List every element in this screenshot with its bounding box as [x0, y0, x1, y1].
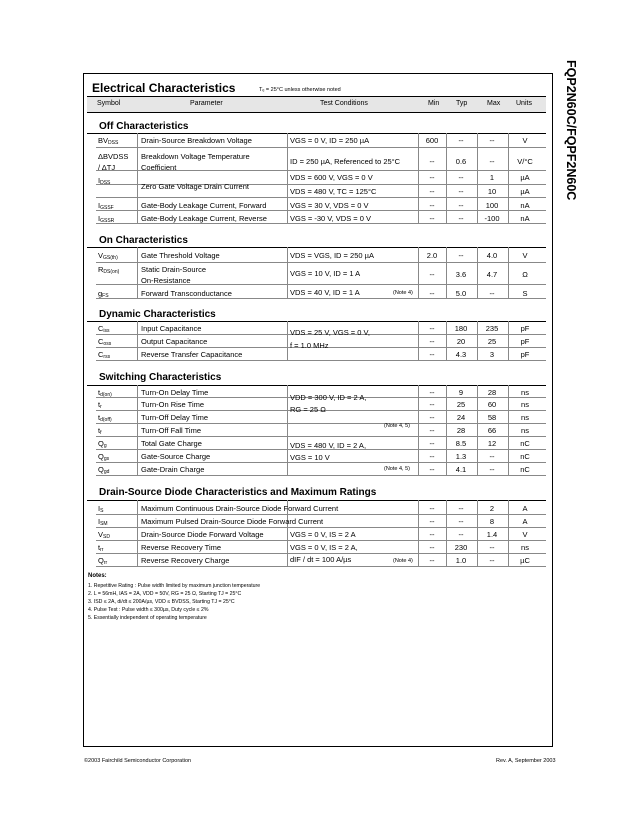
cell-typ: 28	[456, 426, 466, 435]
cell-max: --	[489, 556, 495, 565]
cell-symbol: $BV_{DSS}$	[98, 136, 119, 146]
cell-typ: 4.3	[455, 350, 467, 359]
cell-unit: nC	[520, 465, 530, 474]
cell-typ: --	[458, 517, 464, 526]
row-rule	[96, 423, 546, 424]
cell-typ: --	[458, 201, 464, 210]
note-2: 2. L = 56mH, IAS = 2A, VDD = 50V, RG = 25 Ω, Starting TJ = 25°C	[88, 591, 242, 597]
cell-conditions: f = 1.0 MHz	[290, 341, 329, 350]
cell-max: 1.4	[486, 530, 498, 539]
cell-typ: 9	[458, 388, 464, 397]
cell-conditions: ID = 250 µA, Referenced to 25°C	[290, 157, 401, 166]
cell-typ: --	[458, 530, 464, 539]
row-rule	[96, 436, 546, 437]
column-rule	[418, 385, 419, 475]
cell-symbol: $t_{rr}$	[98, 543, 104, 553]
cell-min: --	[429, 350, 435, 359]
cell-conditions: RG = 25 Ω	[290, 405, 326, 414]
cell-max: -100	[484, 214, 500, 223]
cell-conditions: dIF / dt = 100 A/µs	[290, 555, 352, 564]
column-rule	[477, 321, 478, 360]
cell-parameter: Coefficient	[141, 163, 177, 172]
cell-unit: nC	[520, 452, 530, 461]
column-rule	[477, 385, 478, 475]
cell-max: 66	[487, 426, 497, 435]
cell-max: 8	[489, 517, 495, 526]
cell-symbol: $I_S$	[98, 504, 104, 514]
cell-parameter: Turn-Off Fall Time	[141, 426, 202, 435]
row-rule	[96, 566, 546, 567]
section-conditions: Tₑ = 25°C unless otherwise noted	[259, 87, 341, 93]
cell-unit: nA	[520, 201, 530, 210]
column-rule	[137, 133, 138, 223]
cell-max: --	[489, 289, 495, 298]
column-rule	[446, 133, 447, 223]
cell-parameter: Zero Gate Voltage Drain Current	[141, 182, 249, 191]
cell-symbol: $Q_{gd}$	[98, 465, 110, 475]
cell-symbol: $t_r$	[98, 400, 102, 410]
column-rule	[137, 500, 138, 566]
section-title: Electrical Characteristics	[92, 81, 236, 95]
cell-parameter: Reverse Recovery Charge	[141, 556, 230, 565]
cell-note: (Note 4)	[393, 290, 413, 296]
cell-note: (Note 4, 5)	[384, 466, 410, 472]
cell-min: --	[429, 173, 435, 182]
cell-parameter: Gate-Body Leakage Current, Forward	[141, 201, 267, 210]
cell-typ: --	[458, 214, 464, 223]
cell-parameter: Output Capacitance	[141, 337, 208, 346]
cell-unit: ns	[521, 413, 529, 422]
column-rule	[446, 247, 447, 298]
cell-parameter: Total Gate Charge	[141, 439, 202, 448]
cell-max: --	[489, 465, 495, 474]
cell-max: --	[489, 543, 495, 552]
cell-symbol: $t_{d(off)}$	[98, 413, 112, 423]
part-number-title: FQP2N60C/FQPF2N60C	[564, 60, 578, 201]
cell-conditions: VDS = 25 V, VGS = 0 V,	[290, 328, 370, 337]
cell-parameter: Gate-Body Leakage Current, Reverse	[141, 214, 267, 223]
cell-max: 100	[485, 201, 499, 210]
cell-conditions: VGS = 0 V, ID = 250 µA	[290, 136, 370, 145]
note-1: 1. Repetitive Rating : Pulse width limited by maximum junction temperature	[88, 583, 261, 589]
cell-unit: Ω	[522, 270, 528, 279]
cell-parameter: Maximum Continuous Drain-Source Diode Forward Current	[141, 504, 339, 513]
cell-unit: V	[522, 251, 528, 260]
cell-symbol: $V_{SD}$	[98, 530, 110, 540]
cell-symbol: $I_{SM}$	[98, 517, 108, 527]
group-dynamic: Dynamic Characteristics	[99, 309, 216, 320]
cell-min: --	[429, 289, 435, 298]
cell-unit: nC	[520, 439, 530, 448]
cell-typ: 25	[456, 400, 466, 409]
cell-conditions: VDS = 480 V, TC = 125°C	[290, 187, 377, 196]
cell-conditions: VGS = 30 V, VDS = 0 V	[290, 201, 369, 210]
cell-typ: 4.1	[455, 465, 467, 474]
cell-typ: 24	[456, 413, 466, 422]
row-rule	[96, 553, 546, 554]
cell-typ: 0.6	[455, 157, 467, 166]
cell-unit: V/°C	[517, 157, 533, 166]
cell-parameter: Static Drain-Source	[141, 265, 207, 274]
cell-symbol: $V_{GS(th)}$	[98, 251, 118, 261]
cell-typ: 180	[454, 324, 468, 333]
cell-max: 58	[487, 413, 497, 422]
cell-conditions: VDS = 480 V, ID = 2 A,	[290, 441, 367, 450]
cell-min: --	[429, 400, 435, 409]
row-rule	[96, 197, 546, 198]
cell-max: 4.0	[486, 251, 498, 260]
cell-unit: ns	[521, 388, 529, 397]
cell-min: --	[429, 517, 435, 526]
cell-typ: 3.6	[455, 270, 467, 279]
row-rule	[96, 262, 546, 263]
column-rule	[287, 385, 288, 475]
cell-symbol: $Q_{rr}$	[98, 556, 108, 566]
cell-min: --	[429, 337, 435, 346]
header-parameter: Parameter	[190, 100, 223, 107]
cell-min: --	[429, 465, 435, 474]
cell-symbol: ΔBVDSS	[98, 152, 129, 161]
cell-parameter: Breakdown Voltage Temperature	[141, 152, 250, 161]
cell-min: 2.0	[426, 251, 438, 260]
cell-conditions: VDS = 40 V, ID = 1 A	[290, 288, 360, 297]
cell-parameter: Turn-Off Delay Time	[141, 413, 209, 422]
column-rule	[137, 321, 138, 360]
cell-symbol: $I_{GSSR}$	[98, 214, 115, 224]
cell-typ: --	[458, 136, 464, 145]
cell-symbol: / ΔTJ	[98, 163, 116, 172]
header-max: Max	[487, 100, 501, 107]
cell-unit: A	[522, 504, 528, 513]
cell-symbol: $I_{DSS}$	[98, 176, 111, 186]
column-rule	[418, 247, 419, 298]
cell-symbol: $g_{FS}$	[98, 289, 109, 299]
cell-typ: 20	[456, 337, 466, 346]
column-rule	[477, 500, 478, 566]
header-conditions: Test Conditions	[320, 100, 368, 107]
cell-max: 1	[489, 173, 495, 182]
cell-parameter: Gate-Source Charge	[141, 452, 211, 461]
column-rule	[418, 133, 419, 223]
cell-unit: µC	[520, 556, 530, 565]
note-5: 5. Essentially independent of operating temperature	[88, 615, 207, 621]
notes-title: Notes:	[88, 573, 107, 579]
cell-unit: A	[522, 517, 528, 526]
cell-parameter: Reverse Transfer Capacitance	[141, 350, 243, 359]
cell-max: 2	[489, 504, 495, 513]
cell-min: --	[429, 157, 435, 166]
cell-symbol: $t_f$	[98, 426, 102, 436]
cell-min: --	[429, 556, 435, 565]
cell-typ: --	[458, 251, 464, 260]
cell-max: 235	[485, 324, 499, 333]
column-rule	[418, 500, 419, 566]
cell-unit: µA	[520, 173, 530, 182]
cell-min: --	[429, 439, 435, 448]
cell-note: (Note 4, 5)	[384, 423, 410, 429]
cell-unit: µA	[520, 187, 530, 196]
cell-typ: --	[458, 504, 464, 513]
cell-conditions: VGS = -30 V, VDS = 0 V	[290, 214, 372, 223]
cell-typ: 8.5	[455, 439, 467, 448]
column-rule	[508, 500, 509, 566]
cell-parameter: Forward Transconductance	[141, 289, 232, 298]
header-symbol: Symbol	[97, 100, 121, 107]
cell-conditions: VDD = 300 V, ID = 2 A,	[290, 393, 367, 402]
cell-unit: pF	[520, 350, 530, 359]
cell-note: (Note 4)	[393, 558, 413, 564]
cell-symbol: $I_{GSSF}$	[98, 201, 114, 211]
cell-unit: ns	[521, 400, 529, 409]
cell-parameter: Turn-On Rise Time	[141, 400, 205, 409]
cell-conditions: VGS = 0 V, IS = 2 A	[290, 530, 356, 539]
cell-parameter: Drain-Source Diode Forward Voltage	[141, 530, 264, 539]
cell-unit: pF	[520, 324, 530, 333]
cell-unit: V	[522, 530, 528, 539]
column-rule	[508, 385, 509, 475]
cell-unit: nA	[520, 214, 530, 223]
header-typ: Typ	[456, 100, 468, 107]
cell-typ: --	[458, 173, 464, 182]
column-rule	[287, 321, 288, 360]
cell-max: --	[489, 157, 495, 166]
cell-max: 3	[489, 350, 495, 359]
cell-symbol: $Q_g$	[98, 439, 107, 449]
cell-min: --	[429, 530, 435, 539]
note-4: 4. Pulse Test : Pulse width ≤ 300µs, Duty cycle ≤ 2%	[88, 607, 209, 613]
column-rule	[287, 133, 288, 223]
group-switching: Switching Characteristics	[99, 372, 222, 383]
cell-symbol: $t_{d(on)}$	[98, 388, 112, 398]
column-rule	[446, 385, 447, 475]
column-rule	[477, 133, 478, 223]
cell-symbol: $C_{oss}$	[98, 337, 112, 347]
cell-max: 10	[487, 187, 497, 196]
cell-max: 25	[487, 337, 497, 346]
row-rule	[96, 540, 546, 541]
column-rule	[418, 321, 419, 360]
header-units: Units	[516, 100, 532, 107]
footer-revision: Rev. A, September 2003	[496, 758, 556, 764]
cell-typ: 5.0	[455, 289, 467, 298]
column-rule	[508, 133, 509, 223]
cell-parameter: Input Capacitance	[141, 324, 202, 333]
cell-min: --	[429, 214, 435, 223]
cell-min: --	[429, 270, 435, 279]
cell-conditions: VDS = VGS, ID = 250 µA	[290, 251, 374, 260]
column-rule	[446, 500, 447, 566]
cell-max: 12	[487, 439, 497, 448]
column-rule	[508, 247, 509, 298]
group-diode: Drain-Source Diode Characteristics and Maximum Ratings	[99, 487, 377, 498]
note-3: 3. ISD ≤ 2A, di/dt ≤ 200A/µs, VDD ≤ BVDSS, Starting TJ = 25°C	[88, 599, 235, 605]
cell-max: --	[489, 452, 495, 461]
column-rule	[137, 385, 138, 475]
cell-parameter: Reverse Recovery Time	[141, 543, 222, 552]
cell-max: --	[489, 136, 495, 145]
row-rule	[96, 360, 546, 361]
cell-min: --	[429, 388, 435, 397]
cell-max: 28	[487, 388, 497, 397]
cell-symbol: $Q_{gs}$	[98, 452, 110, 462]
cell-symbol: $C_{iss}$	[98, 324, 110, 334]
cell-unit: ns	[521, 543, 529, 552]
group-off: Off Characteristics	[99, 121, 189, 132]
column-rule	[446, 321, 447, 360]
column-rule	[137, 247, 138, 298]
cell-min: --	[429, 426, 435, 435]
cell-unit: pF	[520, 337, 530, 346]
cell-min: --	[429, 413, 435, 422]
cell-parameter: Drain-Source Breakdown Voltage	[141, 136, 252, 145]
row-rule	[96, 147, 546, 148]
cell-min: --	[429, 543, 435, 552]
cell-min: --	[429, 452, 435, 461]
row-rule	[96, 527, 546, 528]
row-rule	[96, 514, 546, 515]
cell-parameter: Gate-Drain Charge	[141, 465, 205, 474]
cell-unit: ns	[521, 426, 529, 435]
cell-min: --	[429, 187, 435, 196]
cell-conditions: VGS = 0 V, IS = 2 A,	[290, 543, 358, 552]
column-rule	[477, 247, 478, 298]
cell-parameter: Maximum Pulsed Drain-Source Diode Forward Current	[141, 517, 324, 526]
cell-typ: 230	[454, 543, 468, 552]
cell-min: --	[429, 201, 435, 210]
column-rule	[287, 247, 288, 298]
cell-max: 4.7	[486, 270, 498, 279]
cell-max: 60	[487, 400, 497, 409]
footer-copyright: ©2003 Fairchild Semiconductor Corporation	[84, 758, 192, 764]
cell-conditions: VGS = 10 V, ID = 1 A	[290, 269, 361, 278]
cell-unit: S	[522, 289, 528, 298]
cell-unit: V	[522, 136, 528, 145]
cell-typ: 1.3	[455, 452, 467, 461]
cell-conditions: VDS = 600 V, VGS = 0 V	[290, 173, 373, 182]
cell-typ: --	[458, 187, 464, 196]
cell-symbol: $R_{DS(on)}$	[98, 265, 120, 275]
cell-min: 600	[425, 136, 439, 145]
cell-conditions: VGS = 10 V	[290, 453, 330, 462]
header-min: Min	[428, 100, 440, 107]
column-rule	[508, 321, 509, 360]
cell-typ: 1.0	[455, 556, 467, 565]
cell-parameter: Gate Threshold Voltage	[141, 251, 220, 260]
cell-parameter: On-Resistance	[141, 276, 191, 285]
cell-symbol: $C_{rss}$	[98, 350, 111, 360]
cell-parameter: Turn-On Delay Time	[141, 388, 209, 397]
row-rule	[96, 475, 546, 476]
group-on: On Characteristics	[99, 235, 188, 246]
cell-min: --	[429, 324, 435, 333]
cell-min: --	[429, 504, 435, 513]
table-header	[87, 96, 546, 113]
